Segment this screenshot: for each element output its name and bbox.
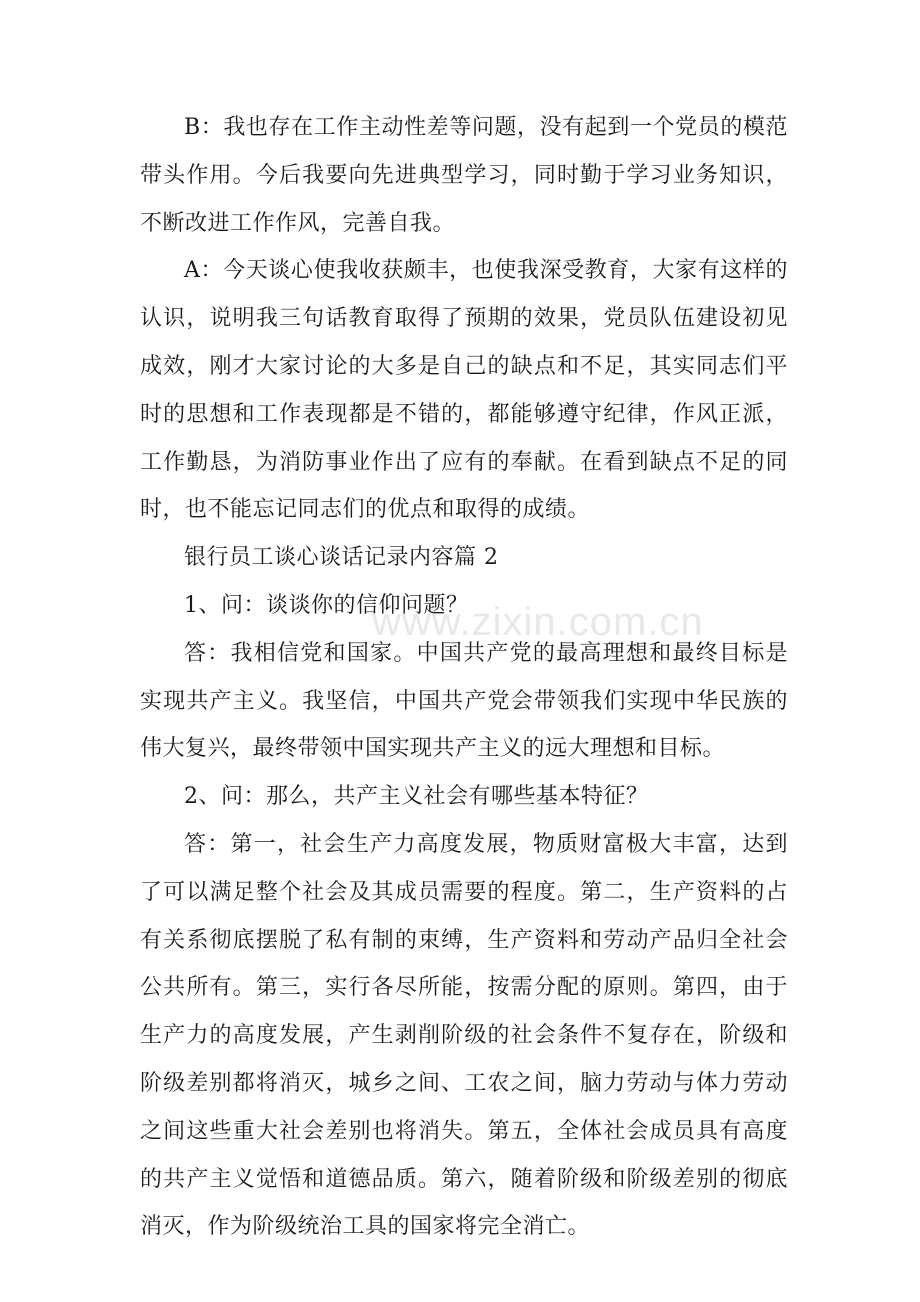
paragraph-b-reply: B：我也存在工作主动性差等问题，没有起到一个党员的模范带头作用。今后我要向先进典型学习，同时勤于学习业务知识，不断改进工作作风，完善自我。 — [140, 115, 788, 236]
answer-1: 答：我相信党和国家。中国共产党的最高理想和最终目标是实现共产主义。我坚信，中国共产党会带领我们实现中华民族的伟大复兴，最终带领中国实现共产主义的远大理想和目标。 — [140, 640, 788, 762]
answer-2: 答：第一，社会生产力高度发展，物质财富极大丰富，达到了可以满足整个社会及其成员需要的程度。第二，生产资料的占有关系彻底摆脱了私有制的束缚，生产资料和劳动产品归全社会公共所有。第三，实行各尽所能，按需分配的原则。第四，由于生产力的高度发展，产生剥削阶级的社会条件不复存在，阶级和阶级差别都将消灭，城乡之间、工农之间，脑力劳动与体力劳动之间这些重大社会差别也将消失。第五，全体社会成员具有高度的共产主义觉悟和道德品质。第六，随着阶级和阶级差别的彻底消灭，作为阶级统治工具的国家将完全消亡。 — [140, 831, 788, 1240]
question-1: 1、问：谈谈你的信仰问题？ — [184, 592, 469, 618]
document-body — [140, 104, 788, 1251]
question-2: 2、问：那么，共产主义社会有哪些基本特征？ — [184, 784, 649, 810]
watermark-text: www.zixin.com.cn — [372, 600, 704, 644]
paragraph-a-summary: A：今天谈心使我收获颇丰，也使我深受教育，大家有这样的认识，说明我三句话教育取得了预期的效果，党员队伍建设初见成效，刚才大家讨论的大多是自己的缺点和不足，其实同志们平时的思想和工作表现都是不错的，都能够遵守纪律，作风正派，工作勤恳，为消防事业作出了应有的奉献。在看到缺点不足的同时，也不能忘记同志们的优点和取得的成绩。 — [140, 258, 788, 523]
section-heading: 银行员工谈心谈话记录内容篇 2 — [184, 545, 499, 571]
